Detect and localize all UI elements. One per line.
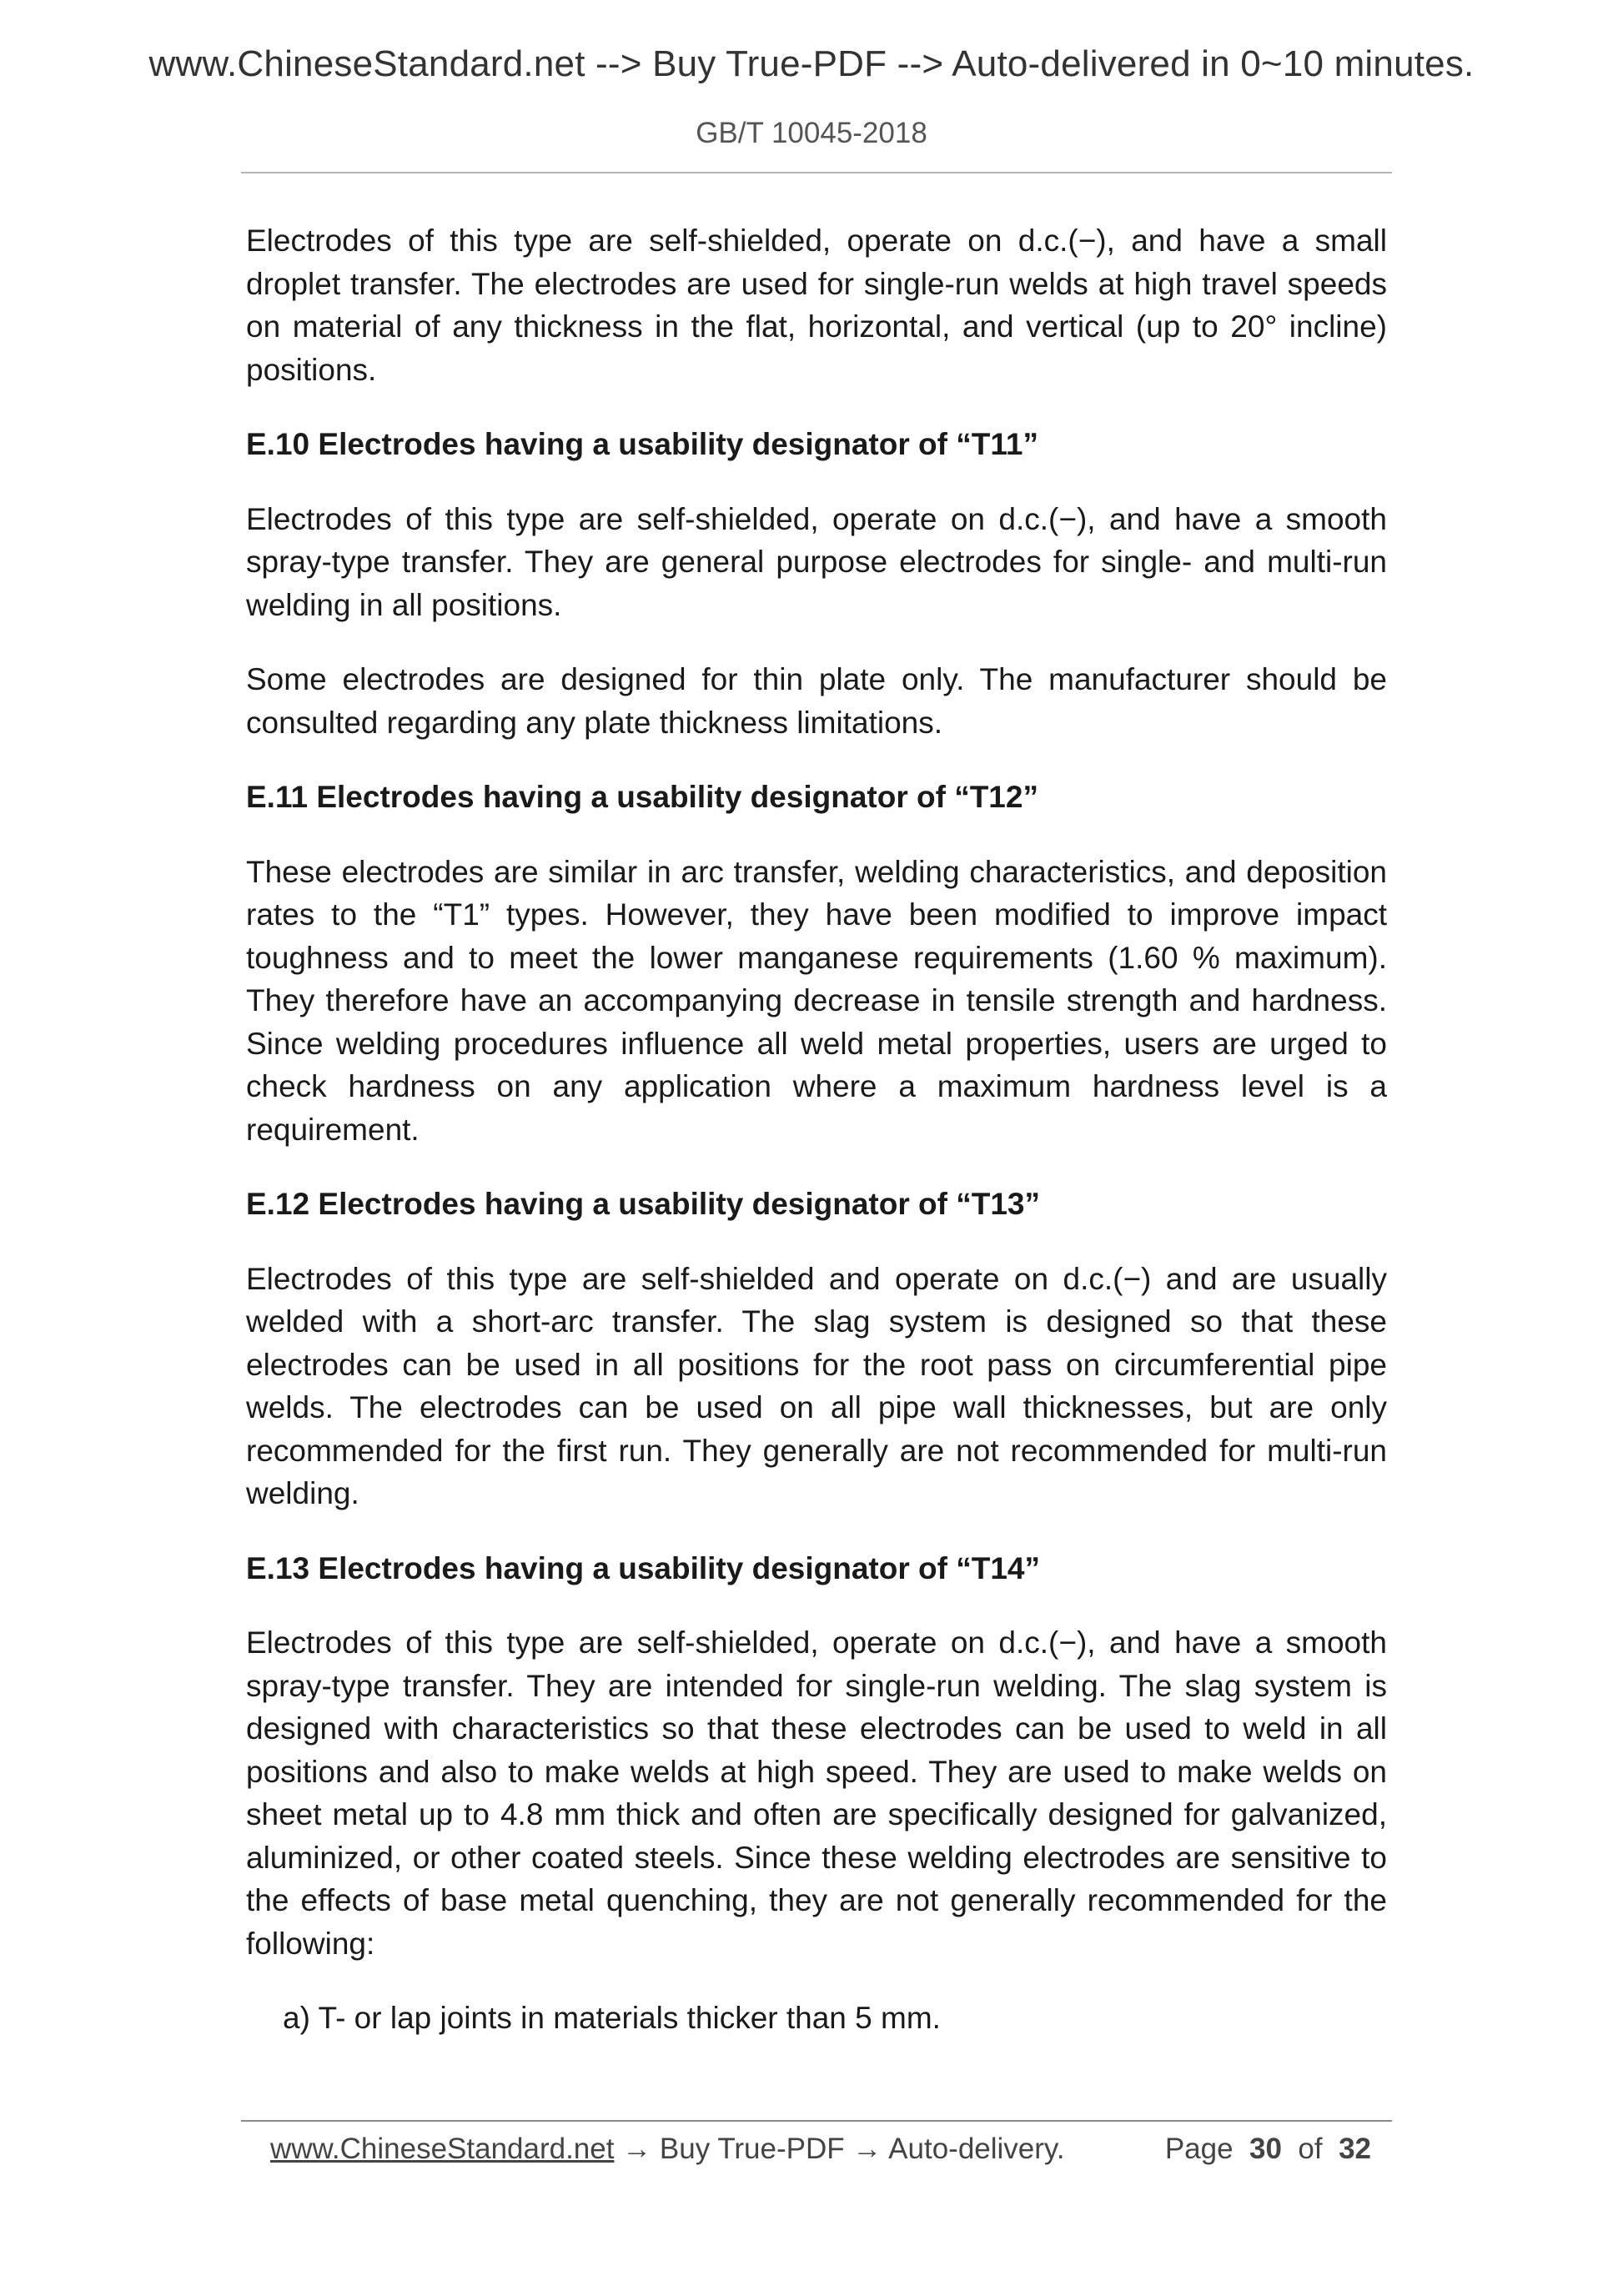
list-item: a) T- or lap joints in materials thicker than 5 mm.: [283, 2001, 941, 2035]
page-current: 30: [1249, 2133, 1282, 2165]
top-banner: www.ChineseStandard.net --> Buy True-PDF --> Auto-delivered in 0~10 minutes.: [148, 43, 1475, 84]
section-e10-paragraph-1: Electrodes of this type are self-shielded, operate on d.c.(−), and have a smooth spray-type transfer. They are general purpose electrodes for single- and multi-run welding in all positions.: [246, 501, 1387, 622]
section-heading-e13: E.13 Electrodes having a usability designator of “T14”: [246, 1550, 1040, 1585]
section-heading-e11: E.11 Electrodes having a usability designator of “T12”: [246, 780, 1038, 814]
page-of-label: of: [1298, 2133, 1323, 2165]
footer-site-link[interactable]: www.ChineseStandard.net: [270, 2133, 615, 2165]
intro-paragraph: Electrodes of this type are self-shielded, operate on d.c.(−), and have a small droplet transfer. The electrodes are used for single-run welds at high travel speeds on material of any thickness in the flat, horizontal, and vertical (up to 20° incline) positions.: [246, 224, 1387, 387]
section-e13-paragraph-1: Electrodes of this type are self-shielded, operate on d.c.(−), and have a smooth spray-type transfer. They are intended for single-run welding. The slag system is designed with characteristics so that these electrodes can be used to weld in all positions and also to make welds at high speed. They are used to make welds on sheet metal up to 4.8 mm thick and often are specifically designed for galvanized, aluminized, or other coated steels. Since these welding electrodes are sensitive to the effects of base metal quenching, they are not generally recommended for the following:: [246, 1625, 1387, 1961]
section-e10-paragraph-2: Some electrodes are designed for thin plate only. The manufacturer should be consulted regarding any plate thickness limitations.: [246, 662, 1387, 740]
section-e12-paragraph-1: Electrodes of this type are self-shielded and operate on d.c.(−) and are usually welded with a short-arc transfer. The slag system is designed so that these electrodes can be used in all positions for the root pass on circumferential pipe welds. The electrodes can be used on all pipe wall thicknesses, but are only recommended for the first run. They generally are not recommended for multi-run welding.: [246, 1261, 1387, 1510]
document-body: [246, 219, 1387, 2040]
standard-number: GB/T 10045-2018: [696, 117, 927, 149]
header-divider: [241, 172, 1392, 173]
section-heading-e12: E.12 Electrodes having a usability designator of “T13”: [246, 1187, 1040, 1221]
footer-tagline: → Buy True-PDF → Auto-delivery.: [614, 2133, 1065, 2165]
footer-divider: [241, 2120, 1392, 2122]
page-indicator: [1165, 2128, 1371, 2170]
page-label: Page: [1164, 2133, 1234, 2165]
footer-left: [270, 2128, 1065, 2170]
section-heading-e10: E.10 Electrodes having a usability designator of “T11”: [246, 427, 1038, 461]
section-e11-paragraph-1: These electrodes are similar in arc transfer, welding characteristics, and deposition rates to the “T1” types. However, they have been modified to improve impact toughness and to meet the lower manganese requirements (1.60 % maximum). They therefore have an accompanying decrease in tensile strength and hardness. Since welding procedures influence all weld metal properties, users are urged to check hardness on any application where a maximum hardness level is a requirement.: [246, 854, 1387, 1147]
page-total: 32: [1339, 2133, 1371, 2165]
